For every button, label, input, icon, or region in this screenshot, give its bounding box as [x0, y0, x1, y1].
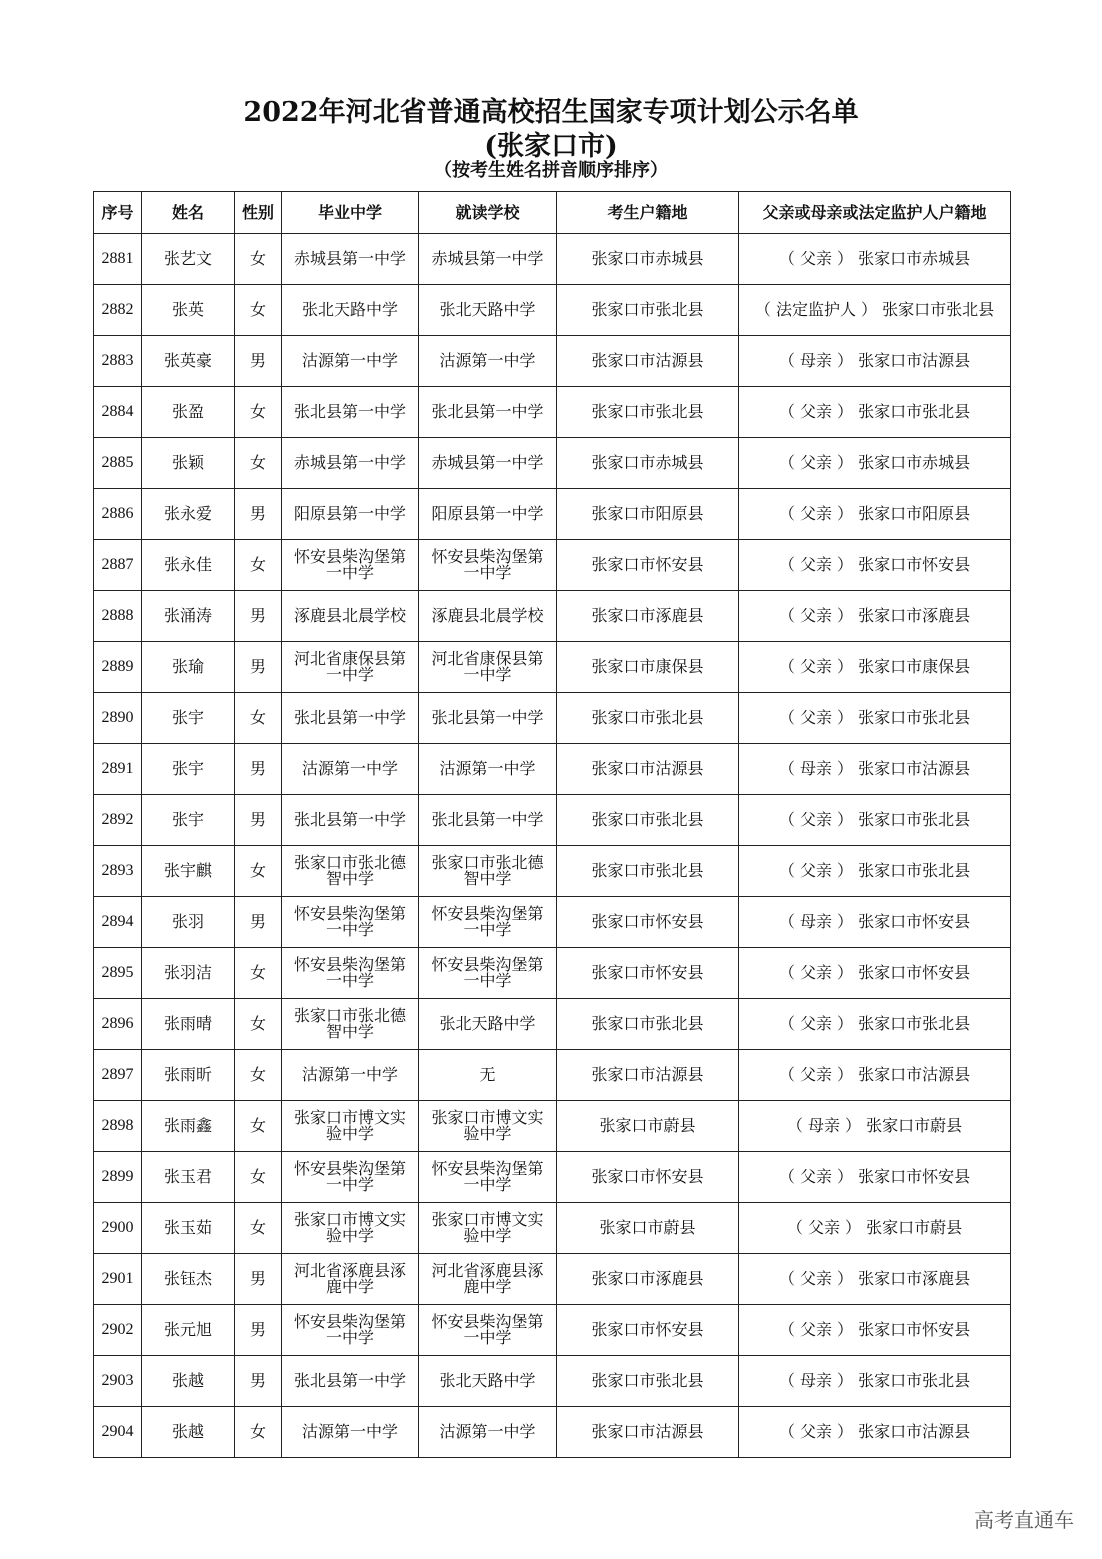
cell-gender: 女: [235, 1101, 282, 1152]
cell-household-registration: 张家口市张北县: [557, 693, 739, 744]
cell-guardian-registration: （ 父亲 ） 张家口市怀安县: [739, 948, 1011, 999]
cell-name: 张宇: [142, 693, 235, 744]
cell-household-registration: 张家口市阳原县: [557, 489, 739, 540]
cell-guardian-registration: （ 父亲 ） 张家口市阳原县: [739, 489, 1011, 540]
cell-index: 2901: [94, 1254, 142, 1305]
cell-gender: 男: [235, 795, 282, 846]
cell-gender: 男: [235, 642, 282, 693]
cell-graduated-school: 张北县第一中学: [282, 1356, 419, 1407]
cell-name: 张元旭: [142, 1305, 235, 1356]
cell-current-school: 沽源第一中学: [419, 744, 557, 795]
cell-graduated-school: 河北省康保县第一中学: [282, 642, 419, 693]
cell-graduated-school: 怀安县柴沟堡第一中学: [282, 1152, 419, 1203]
cell-guardian-registration: （ 父亲 ） 张家口市张北县: [739, 693, 1011, 744]
cell-household-registration: 张家口市怀安县: [557, 1152, 739, 1203]
header-index: 序号: [94, 192, 142, 234]
cell-index: 2902: [94, 1305, 142, 1356]
cell-guardian-registration: （ 父亲 ） 张家口市赤城县: [739, 438, 1011, 489]
cell-graduated-school: 张北县第一中学: [282, 795, 419, 846]
cell-name: 张宇: [142, 795, 235, 846]
cell-index: 2884: [94, 387, 142, 438]
cell-index: 2903: [94, 1356, 142, 1407]
cell-guardian-registration: （ 母亲 ） 张家口市张北县: [739, 1356, 1011, 1407]
cell-guardian-registration: （ 父亲 ） 张家口市怀安县: [739, 540, 1011, 591]
cell-index: 2882: [94, 285, 142, 336]
cell-current-school: 张北天路中学: [419, 285, 557, 336]
cell-name: 张永爱: [142, 489, 235, 540]
cell-index: 2888: [94, 591, 142, 642]
cell-current-school: 河北省涿鹿县涿鹿中学: [419, 1254, 557, 1305]
cell-graduated-school: 怀安县柴沟堡第一中学: [282, 897, 419, 948]
cell-gender: 女: [235, 285, 282, 336]
cell-graduated-school: 涿鹿县北晨学校: [282, 591, 419, 642]
cell-index: 2889: [94, 642, 142, 693]
cell-index: 2897: [94, 1050, 142, 1101]
header-current-school: 就读学校: [419, 192, 557, 234]
table-row: [94, 693, 1011, 744]
cell-household-registration: 张家口市怀安县: [557, 948, 739, 999]
table-row: [94, 540, 1011, 591]
cell-guardian-registration: （ 母亲 ） 张家口市沽源县: [739, 744, 1011, 795]
table-row: [94, 438, 1011, 489]
cell-graduated-school: 怀安县柴沟堡第一中学: [282, 540, 419, 591]
cell-household-registration: 张家口市赤城县: [557, 438, 739, 489]
cell-gender: 女: [235, 1050, 282, 1101]
cell-current-school: 怀安县柴沟堡第一中学: [419, 1305, 557, 1356]
cell-name: 张雨昕: [142, 1050, 235, 1101]
cell-gender: 女: [235, 234, 282, 285]
cell-household-registration: 张家口市张北县: [557, 285, 739, 336]
cell-guardian-registration: （ 父亲 ） 张家口市涿鹿县: [739, 1254, 1011, 1305]
cell-guardian-registration: （ 母亲 ） 张家口市沽源县: [739, 336, 1011, 387]
cell-graduated-school: 沽源第一中学: [282, 336, 419, 387]
cell-guardian-registration: （ 父亲 ） 张家口市赤城县: [739, 234, 1011, 285]
table-row: [94, 591, 1011, 642]
cell-graduated-school: 张家口市博文实验中学: [282, 1203, 419, 1254]
table-header-row: [94, 192, 1011, 234]
table-row: [94, 234, 1011, 285]
table-row: [94, 285, 1011, 336]
cell-name: 张越: [142, 1407, 235, 1458]
table-row: [94, 642, 1011, 693]
cell-current-school: 怀安县柴沟堡第一中学: [419, 1152, 557, 1203]
cell-name: 张钰杰: [142, 1254, 235, 1305]
cell-index: 2896: [94, 999, 142, 1050]
cell-current-school: 怀安县柴沟堡第一中学: [419, 540, 557, 591]
cell-graduated-school: 赤城县第一中学: [282, 234, 419, 285]
cell-index: 2883: [94, 336, 142, 387]
cell-graduated-school: 张北县第一中学: [282, 387, 419, 438]
cell-current-school: 张家口市博文实验中学: [419, 1203, 557, 1254]
cell-graduated-school: 张家口市张北德智中学: [282, 999, 419, 1050]
cell-index: 2891: [94, 744, 142, 795]
cell-guardian-registration: （ 父亲 ） 张家口市张北县: [739, 999, 1011, 1050]
cell-household-registration: 张家口市涿鹿县: [557, 591, 739, 642]
table-row: [94, 336, 1011, 387]
cell-name: 张羽洁: [142, 948, 235, 999]
cell-household-registration: 张家口市康保县: [557, 642, 739, 693]
cell-guardian-registration: （ 父亲 ） 张家口市康保县: [739, 642, 1011, 693]
header-gender: 性别: [235, 192, 282, 234]
cell-gender: 女: [235, 1407, 282, 1458]
cell-index: 2886: [94, 489, 142, 540]
cell-gender: 男: [235, 1254, 282, 1305]
cell-household-registration: 张家口市沽源县: [557, 744, 739, 795]
cell-gender: 女: [235, 948, 282, 999]
cell-name: 张玉君: [142, 1152, 235, 1203]
watermark: 高考直通车: [974, 1508, 1074, 1532]
cell-guardian-registration: （ 父亲 ） 张家口市沽源县: [739, 1050, 1011, 1101]
sort-note: （按考生姓名拼音顺序排序）: [434, 160, 668, 181]
cell-graduated-school: 沽源第一中学: [282, 1050, 419, 1101]
cell-household-registration: 张家口市张北县: [557, 387, 739, 438]
cell-gender: 男: [235, 1305, 282, 1356]
cell-name: 张涌涛: [142, 591, 235, 642]
cell-graduated-school: 河北省涿鹿县涿鹿中学: [282, 1254, 419, 1305]
cell-household-registration: 张家口市赤城县: [557, 234, 739, 285]
cell-graduated-school: 张家口市博文实验中学: [282, 1101, 419, 1152]
cell-gender: 女: [235, 438, 282, 489]
table-row: [94, 897, 1011, 948]
table-row: [94, 948, 1011, 999]
cell-household-registration: 张家口市张北县: [557, 795, 739, 846]
cell-household-registration: 张家口市涿鹿县: [557, 1254, 739, 1305]
cell-index: 2898: [94, 1101, 142, 1152]
cell-household-registration: 张家口市怀安县: [557, 540, 739, 591]
table-row: [94, 1407, 1011, 1458]
header-guardian-registration: 父亲或母亲或法定监护人户籍地: [739, 192, 1011, 234]
cell-name: 张宇麒: [142, 846, 235, 897]
table-row: [94, 999, 1011, 1050]
cell-guardian-registration: （ 父亲 ） 张家口市张北县: [739, 795, 1011, 846]
cell-guardian-registration: （ 父亲 ） 张家口市涿鹿县: [739, 591, 1011, 642]
cell-index: 2893: [94, 846, 142, 897]
cell-index: 2887: [94, 540, 142, 591]
cell-current-school: 沽源第一中学: [419, 1407, 557, 1458]
cell-current-school: 沽源第一中学: [419, 336, 557, 387]
cell-current-school: 河北省康保县第一中学: [419, 642, 557, 693]
cell-index: 2881: [94, 234, 142, 285]
cell-gender: 女: [235, 1203, 282, 1254]
cell-household-registration: 张家口市蔚县: [557, 1101, 739, 1152]
cell-index: 2885: [94, 438, 142, 489]
cell-index: 2899: [94, 1152, 142, 1203]
table-row: [94, 1101, 1011, 1152]
cell-graduated-school: 张北天路中学: [282, 285, 419, 336]
cell-current-school: 张家口市博文实验中学: [419, 1101, 557, 1152]
cell-name: 张颖: [142, 438, 235, 489]
cell-current-school: 张家口市张北德智中学: [419, 846, 557, 897]
cell-name: 张宇: [142, 744, 235, 795]
cell-current-school: 张北县第一中学: [419, 693, 557, 744]
cell-current-school: 阳原县第一中学: [419, 489, 557, 540]
cell-name: 张玉茹: [142, 1203, 235, 1254]
cell-current-school: 无: [419, 1050, 557, 1101]
cell-current-school: 张北县第一中学: [419, 795, 557, 846]
cell-gender: 女: [235, 846, 282, 897]
cell-name: 张艺文: [142, 234, 235, 285]
table-row: [94, 795, 1011, 846]
cell-guardian-registration: （ 父亲 ） 张家口市蔚县: [739, 1203, 1011, 1254]
table-row: [94, 1305, 1011, 1356]
cell-graduated-school: 沽源第一中学: [282, 744, 419, 795]
cell-gender: 男: [235, 897, 282, 948]
cell-name: 张英: [142, 285, 235, 336]
cell-guardian-registration: （ 母亲 ） 张家口市怀安县: [739, 897, 1011, 948]
cell-current-school: 涿鹿县北晨学校: [419, 591, 557, 642]
cell-graduated-school: 阳原县第一中学: [282, 489, 419, 540]
header-household-registration: 考生户籍地: [557, 192, 739, 234]
header-graduated-school: 毕业中学: [282, 192, 419, 234]
cell-guardian-registration: （ 父亲 ） 张家口市怀安县: [739, 1305, 1011, 1356]
cell-household-registration: 张家口市张北县: [557, 846, 739, 897]
cell-household-registration: 张家口市沽源县: [557, 1050, 739, 1101]
table-row: [94, 1203, 1011, 1254]
cell-guardian-registration: （ 法定监护人 ） 张家口市张北县: [739, 285, 1011, 336]
cell-gender: 男: [235, 489, 282, 540]
cell-current-school: 张北天路中学: [419, 999, 557, 1050]
cell-name: 张永佳: [142, 540, 235, 591]
cell-graduated-school: 怀安县柴沟堡第一中学: [282, 948, 419, 999]
document-subtitle: (张家口市): [484, 131, 618, 162]
cell-name: 张雨鑫: [142, 1101, 235, 1152]
cell-current-school: 赤城县第一中学: [419, 234, 557, 285]
cell-name: 张雨晴: [142, 999, 235, 1050]
cell-household-registration: 张家口市怀安县: [557, 1305, 739, 1356]
cell-name: 张越: [142, 1356, 235, 1407]
cell-household-registration: 张家口市沽源县: [557, 336, 739, 387]
cell-household-registration: 张家口市怀安县: [557, 897, 739, 948]
cell-current-school: 张北县第一中学: [419, 387, 557, 438]
header-name: 姓名: [142, 192, 235, 234]
cell-guardian-registration: （ 父亲 ） 张家口市张北县: [739, 387, 1011, 438]
cell-index: 2895: [94, 948, 142, 999]
cell-name: 张瑜: [142, 642, 235, 693]
table-row: [94, 1050, 1011, 1101]
cell-graduated-school: 赤城县第一中学: [282, 438, 419, 489]
cell-household-registration: 张家口市蔚县: [557, 1203, 739, 1254]
cell-gender: 女: [235, 387, 282, 438]
cell-guardian-registration: （ 父亲 ） 张家口市怀安县: [739, 1152, 1011, 1203]
cell-index: 2894: [94, 897, 142, 948]
cell-current-school: 张北天路中学: [419, 1356, 557, 1407]
cell-graduated-school: 张北县第一中学: [282, 693, 419, 744]
cell-name: 张英豪: [142, 336, 235, 387]
cell-guardian-registration: （ 父亲 ） 张家口市张北县: [739, 846, 1011, 897]
table-row: [94, 846, 1011, 897]
cell-graduated-school: 沽源第一中学: [282, 1407, 419, 1458]
table-row: [94, 1152, 1011, 1203]
cell-gender: 男: [235, 591, 282, 642]
cell-gender: 女: [235, 693, 282, 744]
cell-guardian-registration: （ 母亲 ） 张家口市蔚县: [739, 1101, 1011, 1152]
cell-name: 张羽: [142, 897, 235, 948]
cell-gender: 男: [235, 1356, 282, 1407]
cell-gender: 男: [235, 336, 282, 387]
cell-current-school: 赤城县第一中学: [419, 438, 557, 489]
table-row: [94, 489, 1011, 540]
cell-gender: 女: [235, 1152, 282, 1203]
table-row: [94, 744, 1011, 795]
cell-household-registration: 张家口市张北县: [557, 999, 739, 1050]
table-row: [94, 1356, 1011, 1407]
cell-graduated-school: 张家口市张北德智中学: [282, 846, 419, 897]
cell-index: 2900: [94, 1203, 142, 1254]
table-row: [94, 1254, 1011, 1305]
cell-index: 2904: [94, 1407, 142, 1458]
cell-gender: 女: [235, 999, 282, 1050]
document-title: 2022年河北省普通高校招生国家专项计划公示名单: [243, 97, 859, 128]
cell-index: 2890: [94, 693, 142, 744]
table-row: [94, 387, 1011, 438]
cell-household-registration: 张家口市张北县: [557, 1356, 739, 1407]
cell-gender: 男: [235, 744, 282, 795]
applicant-table: [93, 191, 1011, 1458]
cell-gender: 女: [235, 540, 282, 591]
cell-household-registration: 张家口市沽源县: [557, 1407, 739, 1458]
cell-current-school: 怀安县柴沟堡第一中学: [419, 948, 557, 999]
cell-name: 张盈: [142, 387, 235, 438]
cell-guardian-registration: （ 父亲 ） 张家口市沽源县: [739, 1407, 1011, 1458]
cell-graduated-school: 怀安县柴沟堡第一中学: [282, 1305, 419, 1356]
cell-current-school: 怀安县柴沟堡第一中学: [419, 897, 557, 948]
cell-index: 2892: [94, 795, 142, 846]
